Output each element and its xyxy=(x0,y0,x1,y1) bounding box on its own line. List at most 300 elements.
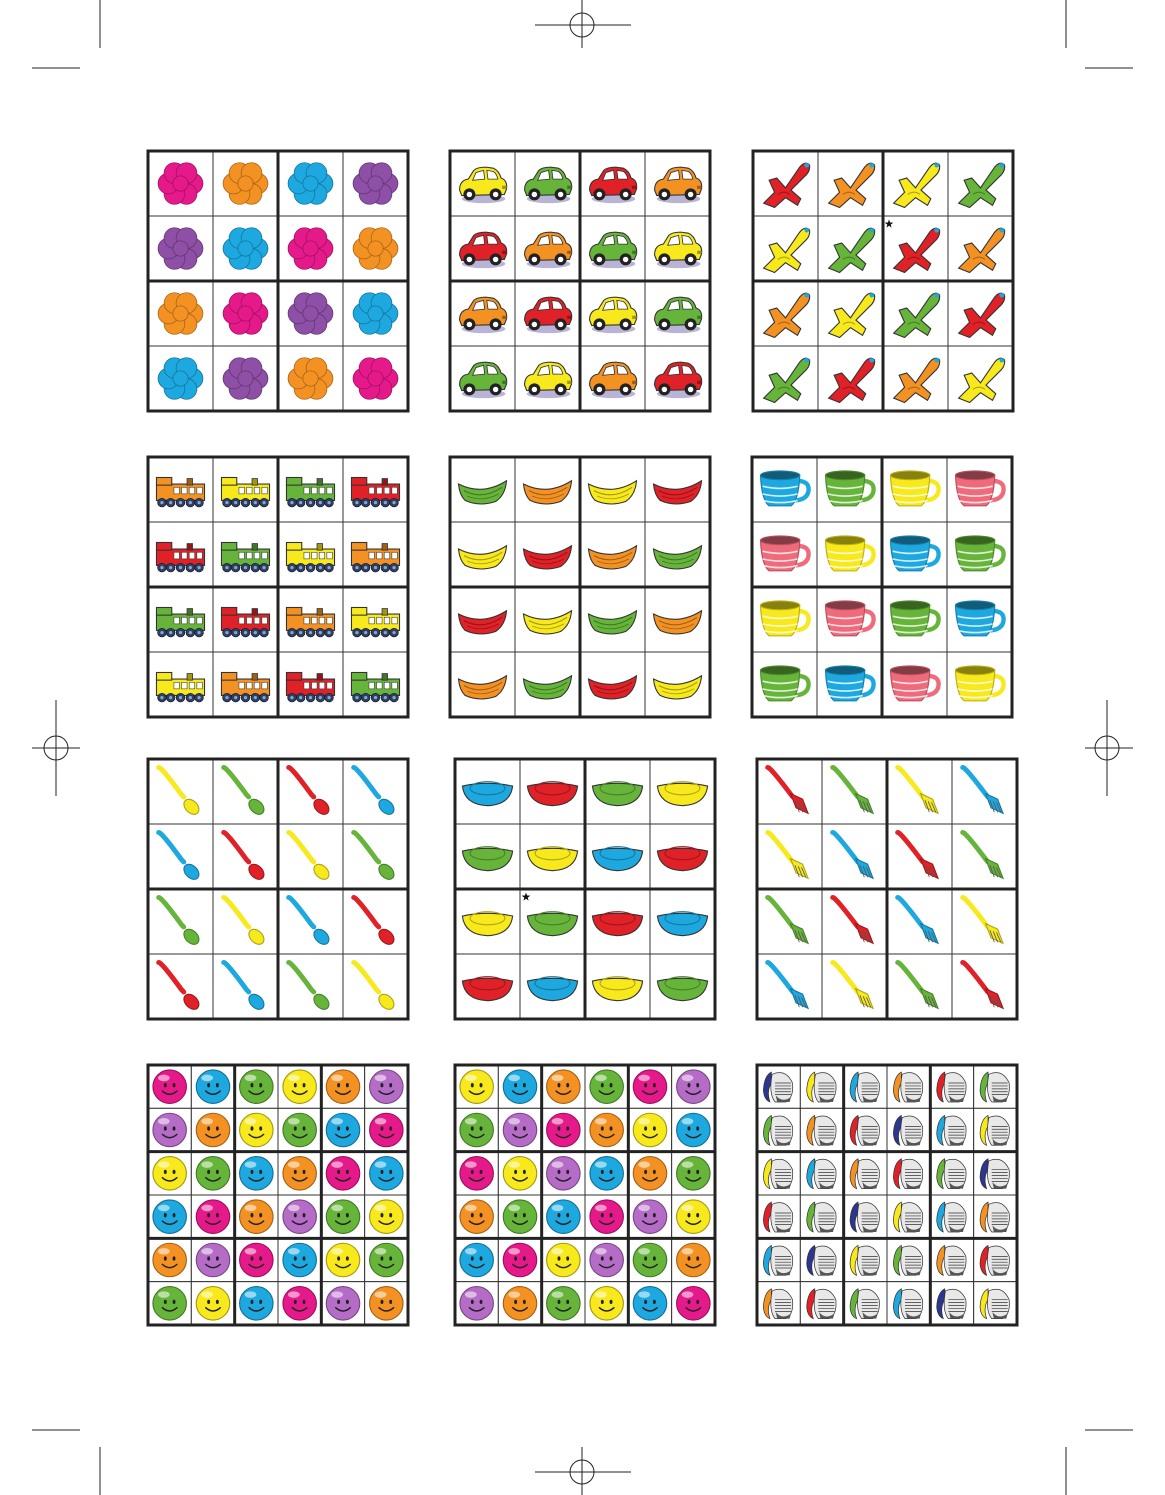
registration-mark-top xyxy=(535,0,631,48)
puzzle-cell[interactable] xyxy=(278,522,343,587)
puzzle-cell[interactable] xyxy=(148,1152,191,1195)
puzzle-cell[interactable] xyxy=(450,587,515,652)
puzzle-cell[interactable] xyxy=(800,1282,843,1325)
flower-icon xyxy=(353,228,398,270)
puzzle-cell[interactable] xyxy=(515,522,580,587)
puzzle-cell[interactable] xyxy=(450,281,515,346)
flower-icon xyxy=(158,228,203,270)
puzzle-cell[interactable] xyxy=(515,216,580,281)
puzzle-cell[interactable] xyxy=(148,1238,191,1281)
puzzle-cell[interactable] xyxy=(948,216,1013,281)
puzzle-cell[interactable] xyxy=(844,1152,887,1195)
smiley-icon xyxy=(590,1243,623,1276)
puzzle-cell[interactable] xyxy=(235,1195,278,1238)
puzzle-cell[interactable] xyxy=(450,522,515,587)
puzzle-cell[interactable] xyxy=(148,1282,191,1325)
flower-icon xyxy=(223,228,268,270)
puzzle-cell[interactable] xyxy=(585,1282,628,1325)
puzzle-cell[interactable] xyxy=(887,1108,930,1151)
puzzle-cell[interactable] xyxy=(343,652,408,717)
puzzle-cell[interactable] xyxy=(887,1282,930,1325)
puzzle-cell[interactable] xyxy=(580,522,645,587)
puzzle-cell[interactable] xyxy=(628,1065,671,1108)
puzzle-cell[interactable] xyxy=(757,1195,800,1238)
puzzle-cell[interactable] xyxy=(930,1195,973,1238)
smiley-icon xyxy=(153,1243,186,1276)
puzzle-cell[interactable] xyxy=(148,1065,191,1108)
puzzle-cell[interactable] xyxy=(235,1152,278,1195)
puzzle-cell[interactable] xyxy=(800,1108,843,1151)
smiley-icon xyxy=(196,1200,229,1233)
puzzle-cell[interactable] xyxy=(930,1108,973,1151)
puzzle-cell[interactable] xyxy=(752,522,817,587)
puzzle-cell[interactable] xyxy=(930,1238,973,1281)
puzzle-cell[interactable] xyxy=(148,216,213,281)
puzzle-cell[interactable] xyxy=(343,151,408,216)
puzzle-cell[interactable] xyxy=(148,824,213,889)
flower-icon xyxy=(353,358,398,400)
puzzle-cell[interactable] xyxy=(213,216,278,281)
puzzle-cell[interactable] xyxy=(883,151,948,216)
puzzle-cell[interactable] xyxy=(455,1282,498,1325)
puzzle-cell[interactable] xyxy=(542,1238,585,1281)
puzzle-cell[interactable] xyxy=(278,457,343,522)
puzzle-cell[interactable] xyxy=(645,522,710,587)
knight-helmet-icon xyxy=(893,1289,922,1319)
puzzle-cell[interactable] xyxy=(882,587,947,652)
puzzle-cell[interactable] xyxy=(585,759,650,824)
puzzle-cell[interactable] xyxy=(455,889,520,954)
puzzle-cell[interactable] xyxy=(585,1195,628,1238)
puzzle-cell[interactable] xyxy=(455,1152,498,1195)
puzzle-cell[interactable] xyxy=(952,824,1017,889)
puzzle-cell[interactable] xyxy=(498,1238,541,1281)
smiley-icon xyxy=(590,1287,623,1320)
puzzle-cell[interactable] xyxy=(148,652,213,717)
puzzle-cell[interactable] xyxy=(580,652,645,717)
puzzle-cell[interactable] xyxy=(455,954,520,1019)
puzzle-cell[interactable] xyxy=(844,1195,887,1238)
puzzle-cell[interactable] xyxy=(952,889,1017,954)
puzzle-cell[interactable] xyxy=(278,1108,321,1151)
puzzle-cell[interactable] xyxy=(930,1152,973,1195)
puzzle-cell[interactable] xyxy=(752,652,817,717)
puzzle-cell[interactable] xyxy=(235,1282,278,1325)
puzzle-forks xyxy=(757,759,1017,1019)
puzzle-cell[interactable] xyxy=(645,346,710,411)
puzzle-cell[interactable] xyxy=(213,889,278,954)
puzzle-knights xyxy=(757,1065,1017,1325)
puzzle-cell[interactable] xyxy=(818,346,883,411)
puzzle-cell[interactable] xyxy=(278,587,343,652)
puzzle-cell[interactable] xyxy=(321,1065,364,1108)
puzzle-cell[interactable] xyxy=(278,652,343,717)
puzzle-cell[interactable] xyxy=(645,652,710,717)
puzzle-cell[interactable] xyxy=(585,1152,628,1195)
puzzle-cell[interactable] xyxy=(952,954,1017,1019)
puzzle-cell[interactable] xyxy=(672,1152,715,1195)
puzzle-cell[interactable] xyxy=(672,1238,715,1281)
puzzle-cell[interactable] xyxy=(817,587,882,652)
knight-helmet-icon xyxy=(980,1289,1009,1319)
puzzle-cell[interactable] xyxy=(757,824,822,889)
puzzle-cell[interactable] xyxy=(645,151,710,216)
puzzle-cell[interactable] xyxy=(235,1238,278,1281)
puzzle-cell[interactable] xyxy=(191,1195,234,1238)
puzzle-cell[interactable] xyxy=(974,1195,1017,1238)
puzzle-cell[interactable] xyxy=(757,954,822,1019)
puzzle-cell[interactable] xyxy=(213,587,278,652)
puzzle-cell[interactable] xyxy=(278,216,343,281)
puzzle-cell[interactable] xyxy=(278,1282,321,1325)
puzzle-cell[interactable] xyxy=(887,1152,930,1195)
puzzle-cell[interactable] xyxy=(883,281,948,346)
knight-helmet-icon xyxy=(893,1115,922,1145)
smiley-icon xyxy=(196,1113,229,1146)
puzzle-cell[interactable] xyxy=(844,1108,887,1151)
puzzle-cell[interactable] xyxy=(930,1065,973,1108)
puzzle-cell[interactable] xyxy=(191,1282,234,1325)
puzzle-cell[interactable] xyxy=(213,954,278,1019)
smiley-icon xyxy=(633,1157,666,1190)
puzzle-cell[interactable] xyxy=(365,1282,408,1325)
puzzle-cell[interactable] xyxy=(213,652,278,717)
puzzle-cell[interactable] xyxy=(213,824,278,889)
puzzle-cell[interactable] xyxy=(321,1238,364,1281)
puzzle-cell[interactable] xyxy=(974,1282,1017,1325)
puzzle-cell[interactable] xyxy=(580,281,645,346)
puzzle-cell[interactable] xyxy=(628,1282,671,1325)
puzzle-cell[interactable] xyxy=(498,1065,541,1108)
smiley-icon xyxy=(370,1070,403,1103)
puzzle-cell[interactable] xyxy=(278,346,343,411)
puzzle-cell[interactable] xyxy=(278,759,343,824)
puzzle-cell[interactable] xyxy=(515,281,580,346)
puzzle-cell[interactable] xyxy=(817,652,882,717)
smiley-icon xyxy=(547,1113,580,1146)
puzzle-cell[interactable] xyxy=(672,1065,715,1108)
puzzle-cell[interactable] xyxy=(450,346,515,411)
puzzle-cell[interactable] xyxy=(757,759,822,824)
puzzle-cell[interactable] xyxy=(817,522,882,587)
knight-helmet-icon xyxy=(807,1289,836,1319)
knight-helmet-icon xyxy=(807,1072,836,1102)
puzzle-cell[interactable] xyxy=(213,759,278,824)
puzzle-cell[interactable] xyxy=(148,151,213,216)
puzzle-cell[interactable] xyxy=(455,1238,498,1281)
puzzle-cell[interactable] xyxy=(753,151,818,216)
puzzle-cell[interactable] xyxy=(343,824,408,889)
puzzle-cell[interactable] xyxy=(822,759,887,824)
puzzle-cell[interactable] xyxy=(148,1195,191,1238)
puzzle-cell[interactable] xyxy=(672,1195,715,1238)
puzzle-cell[interactable] xyxy=(498,1195,541,1238)
puzzle-cell[interactable] xyxy=(213,522,278,587)
puzzle-cell[interactable] xyxy=(952,759,1017,824)
puzzle-cell[interactable] xyxy=(321,1282,364,1325)
puzzle-cell[interactable] xyxy=(628,1152,671,1195)
puzzle-cell[interactable] xyxy=(148,889,213,954)
puzzle-cell[interactable] xyxy=(822,889,887,954)
puzzle-cell[interactable] xyxy=(542,1152,585,1195)
puzzle-cell[interactable] xyxy=(585,1108,628,1151)
puzzle-cell[interactable] xyxy=(515,346,580,411)
puzzle-cell[interactable] xyxy=(580,151,645,216)
puzzle-cell[interactable] xyxy=(974,1108,1017,1151)
puzzle-cell[interactable] xyxy=(844,1282,887,1325)
puzzle-cell[interactable] xyxy=(148,1108,191,1151)
puzzle-cell[interactable] xyxy=(947,652,1012,717)
knight-helmet-icon xyxy=(850,1289,879,1319)
puzzle-cell[interactable] xyxy=(818,216,883,281)
puzzle-cell[interactable] xyxy=(343,216,408,281)
puzzle-cell[interactable] xyxy=(520,954,585,1019)
smiley-icon xyxy=(240,1287,273,1320)
puzzle-cell[interactable] xyxy=(365,1065,408,1108)
puzzle-cell[interactable] xyxy=(148,954,213,1019)
smiley-icon xyxy=(326,1287,359,1320)
puzzle-cell[interactable] xyxy=(148,346,213,411)
puzzle-cell[interactable] xyxy=(213,151,278,216)
puzzle-cell[interactable] xyxy=(753,281,818,346)
puzzle-cell[interactable] xyxy=(818,281,883,346)
puzzle-cell[interactable] xyxy=(191,1065,234,1108)
puzzle-cell[interactable] xyxy=(321,1195,364,1238)
knight-helmet-icon xyxy=(807,1115,836,1145)
puzzle-cell[interactable] xyxy=(343,281,408,346)
puzzle-cell[interactable] xyxy=(148,522,213,587)
puzzle-cell[interactable] xyxy=(450,652,515,717)
puzzle-cell[interactable] xyxy=(974,1238,1017,1281)
puzzle-cell[interactable] xyxy=(817,457,882,522)
puzzle-cell[interactable] xyxy=(278,281,343,346)
puzzle-cell[interactable] xyxy=(887,824,952,889)
smiley-icon xyxy=(503,1287,536,1320)
puzzle-cell[interactable] xyxy=(974,1152,1017,1195)
puzzle-cell[interactable] xyxy=(542,1108,585,1151)
puzzle-cell[interactable] xyxy=(191,1238,234,1281)
smiley-icon xyxy=(240,1070,273,1103)
puzzle-cell[interactable] xyxy=(455,1195,498,1238)
smiley-icon xyxy=(677,1113,710,1146)
puzzle-cell[interactable] xyxy=(520,759,585,824)
puzzle-cell[interactable] xyxy=(321,1108,364,1151)
puzzle-cell[interactable] xyxy=(515,457,580,522)
puzzle-cell[interactable] xyxy=(887,759,952,824)
puzzle-cell[interactable] xyxy=(947,522,1012,587)
knight-helmet-icon xyxy=(937,1115,966,1145)
puzzle-cell[interactable] xyxy=(752,587,817,652)
puzzle-cell[interactable] xyxy=(645,457,710,522)
puzzle-cell[interactable] xyxy=(650,759,715,824)
puzzle-cell[interactable] xyxy=(672,1108,715,1151)
puzzle-cell[interactable] xyxy=(585,824,650,889)
puzzle-cell[interactable] xyxy=(757,1108,800,1151)
puzzle-cell[interactable] xyxy=(542,1065,585,1108)
puzzle-cell[interactable] xyxy=(343,587,408,652)
puzzle-cell[interactable] xyxy=(580,457,645,522)
puzzle-cell[interactable] xyxy=(800,1238,843,1281)
puzzles-layer xyxy=(148,151,1017,1325)
puzzle-cell[interactable] xyxy=(757,1238,800,1281)
knight-helmet-icon xyxy=(850,1202,879,1232)
puzzle-cell[interactable] xyxy=(520,889,585,954)
smiley-icon xyxy=(503,1157,536,1190)
puzzle-cell[interactable] xyxy=(887,1238,930,1281)
puzzle-cell[interactable] xyxy=(883,216,948,281)
puzzle-cell[interactable] xyxy=(585,889,650,954)
puzzle-cell[interactable] xyxy=(343,889,408,954)
puzzle-cell[interactable] xyxy=(365,1238,408,1281)
puzzle-cell[interactable] xyxy=(585,1238,628,1281)
puzzle-cell[interactable] xyxy=(887,954,952,1019)
knight-helmet-icon xyxy=(893,1072,922,1102)
puzzle-cell[interactable] xyxy=(365,1152,408,1195)
puzzle-cell[interactable] xyxy=(455,1065,498,1108)
puzzle-cell[interactable] xyxy=(148,281,213,346)
puzzle-cell[interactable] xyxy=(757,1282,800,1325)
puzzle-cell[interactable] xyxy=(365,1108,408,1151)
puzzle-cell[interactable] xyxy=(343,759,408,824)
puzzle-cell[interactable] xyxy=(580,346,645,411)
puzzle-cell[interactable] xyxy=(213,346,278,411)
puzzle-cell[interactable] xyxy=(947,457,1012,522)
puzzle-cell[interactable] xyxy=(628,1195,671,1238)
puzzle-cell[interactable] xyxy=(650,889,715,954)
puzzle-cell[interactable] xyxy=(887,1195,930,1238)
puzzle-cell[interactable] xyxy=(757,1152,800,1195)
puzzle-cell[interactable] xyxy=(752,457,817,522)
smiley-icon xyxy=(503,1070,536,1103)
puzzle-cell[interactable] xyxy=(542,1282,585,1325)
puzzle-cell[interactable] xyxy=(278,1152,321,1195)
puzzle-cell[interactable] xyxy=(628,1108,671,1151)
puzzle-cell[interactable] xyxy=(515,151,580,216)
puzzle-cell[interactable] xyxy=(800,1152,843,1195)
smiley-icon xyxy=(326,1113,359,1146)
puzzle-cell[interactable] xyxy=(882,457,947,522)
puzzle-cell[interactable] xyxy=(450,216,515,281)
puzzle-cell[interactable] xyxy=(278,954,343,1019)
puzzle-cell[interactable] xyxy=(650,954,715,1019)
puzzle-cell[interactable] xyxy=(343,954,408,1019)
puzzle-cell[interactable] xyxy=(278,1238,321,1281)
puzzle-cell[interactable] xyxy=(542,1195,585,1238)
puzzle-cell[interactable] xyxy=(455,1108,498,1151)
puzzle-cell[interactable] xyxy=(672,1282,715,1325)
puzzle-cell[interactable] xyxy=(450,151,515,216)
knight-helmet-icon xyxy=(937,1289,966,1319)
puzzle-cell[interactable] xyxy=(948,281,1013,346)
knight-helmet-icon xyxy=(763,1072,792,1102)
puzzle-cell[interactable] xyxy=(498,1282,541,1325)
puzzle-cell[interactable] xyxy=(757,889,822,954)
puzzle-cell[interactable] xyxy=(278,824,343,889)
puzzle-cell[interactable] xyxy=(947,587,1012,652)
puzzle-cell[interactable] xyxy=(455,759,520,824)
puzzle-cell[interactable] xyxy=(191,1152,234,1195)
puzzle-cell[interactable] xyxy=(818,151,883,216)
puzzle-smileys-a xyxy=(148,1065,408,1325)
puzzle-cell[interactable] xyxy=(844,1238,887,1281)
puzzle-cell[interactable] xyxy=(628,1238,671,1281)
puzzle-cell[interactable] xyxy=(650,824,715,889)
knight-helmet-icon xyxy=(807,1159,836,1189)
puzzle-cell[interactable] xyxy=(235,1065,278,1108)
puzzle-cell[interactable] xyxy=(585,1065,628,1108)
puzzle-cell[interactable] xyxy=(515,652,580,717)
puzzle-cell[interactable] xyxy=(278,1195,321,1238)
smiley-icon xyxy=(283,1243,316,1276)
puzzle-cell[interactable] xyxy=(645,216,710,281)
puzzle-cell[interactable] xyxy=(498,1152,541,1195)
puzzle-cell[interactable] xyxy=(580,216,645,281)
puzzle-cell[interactable] xyxy=(148,759,213,824)
smiley-icon xyxy=(677,1243,710,1276)
smiley-icon xyxy=(460,1200,493,1233)
puzzle-cell[interactable] xyxy=(278,1065,321,1108)
puzzle-cell[interactable] xyxy=(887,1065,930,1108)
puzzle-cell[interactable] xyxy=(883,346,948,411)
puzzle-cell[interactable] xyxy=(822,824,887,889)
puzzle-cell[interactable] xyxy=(450,457,515,522)
puzzle-cell[interactable] xyxy=(930,1282,973,1325)
puzzle-cell[interactable] xyxy=(343,457,408,522)
puzzle-cell[interactable] xyxy=(498,1108,541,1151)
puzzle-cell[interactable] xyxy=(321,1152,364,1195)
puzzle-cell[interactable] xyxy=(148,457,213,522)
smiley-icon xyxy=(196,1070,229,1103)
puzzle-cell[interactable] xyxy=(757,1065,800,1108)
puzzle-cell[interactable] xyxy=(278,151,343,216)
puzzle-cell[interactable] xyxy=(515,587,580,652)
knight-helmet-icon xyxy=(937,1245,966,1275)
puzzle-cell[interactable] xyxy=(645,587,710,652)
puzzle-cell[interactable] xyxy=(948,346,1013,411)
puzzle-cell[interactable] xyxy=(343,522,408,587)
smiley-icon xyxy=(153,1113,186,1146)
puzzle-cell[interactable] xyxy=(191,1108,234,1151)
smiley-icon xyxy=(547,1157,580,1190)
puzzle-cell[interactable] xyxy=(822,954,887,1019)
puzzle-cell[interactable] xyxy=(800,1195,843,1238)
puzzle-cell[interactable] xyxy=(753,346,818,411)
puzzle-cell[interactable] xyxy=(235,1108,278,1151)
puzzle-cell[interactable] xyxy=(948,151,1013,216)
puzzle-cell[interactable] xyxy=(520,824,585,889)
knight-helmet-icon xyxy=(980,1115,1009,1145)
puzzle-cell[interactable] xyxy=(844,1065,887,1108)
puzzle-cell[interactable] xyxy=(800,1065,843,1108)
puzzle-cell[interactable] xyxy=(585,954,650,1019)
puzzle-cell[interactable] xyxy=(887,889,952,954)
puzzle-cell[interactable] xyxy=(148,587,213,652)
puzzle-cell[interactable] xyxy=(580,587,645,652)
puzzle-cell[interactable] xyxy=(455,824,520,889)
puzzle-cell[interactable] xyxy=(343,346,408,411)
puzzle-cell[interactable] xyxy=(365,1195,408,1238)
puzzle-cell[interactable] xyxy=(278,889,343,954)
puzzle-cell[interactable] xyxy=(974,1065,1017,1108)
puzzle-cell[interactable] xyxy=(213,281,278,346)
puzzle-cell[interactable] xyxy=(645,281,710,346)
puzzle-cell[interactable] xyxy=(882,522,947,587)
smiley-icon xyxy=(240,1243,273,1276)
puzzle-cell[interactable] xyxy=(213,457,278,522)
puzzle-cell[interactable] xyxy=(882,652,947,717)
puzzle-cell[interactable] xyxy=(753,216,818,281)
smiley-icon xyxy=(460,1243,493,1276)
